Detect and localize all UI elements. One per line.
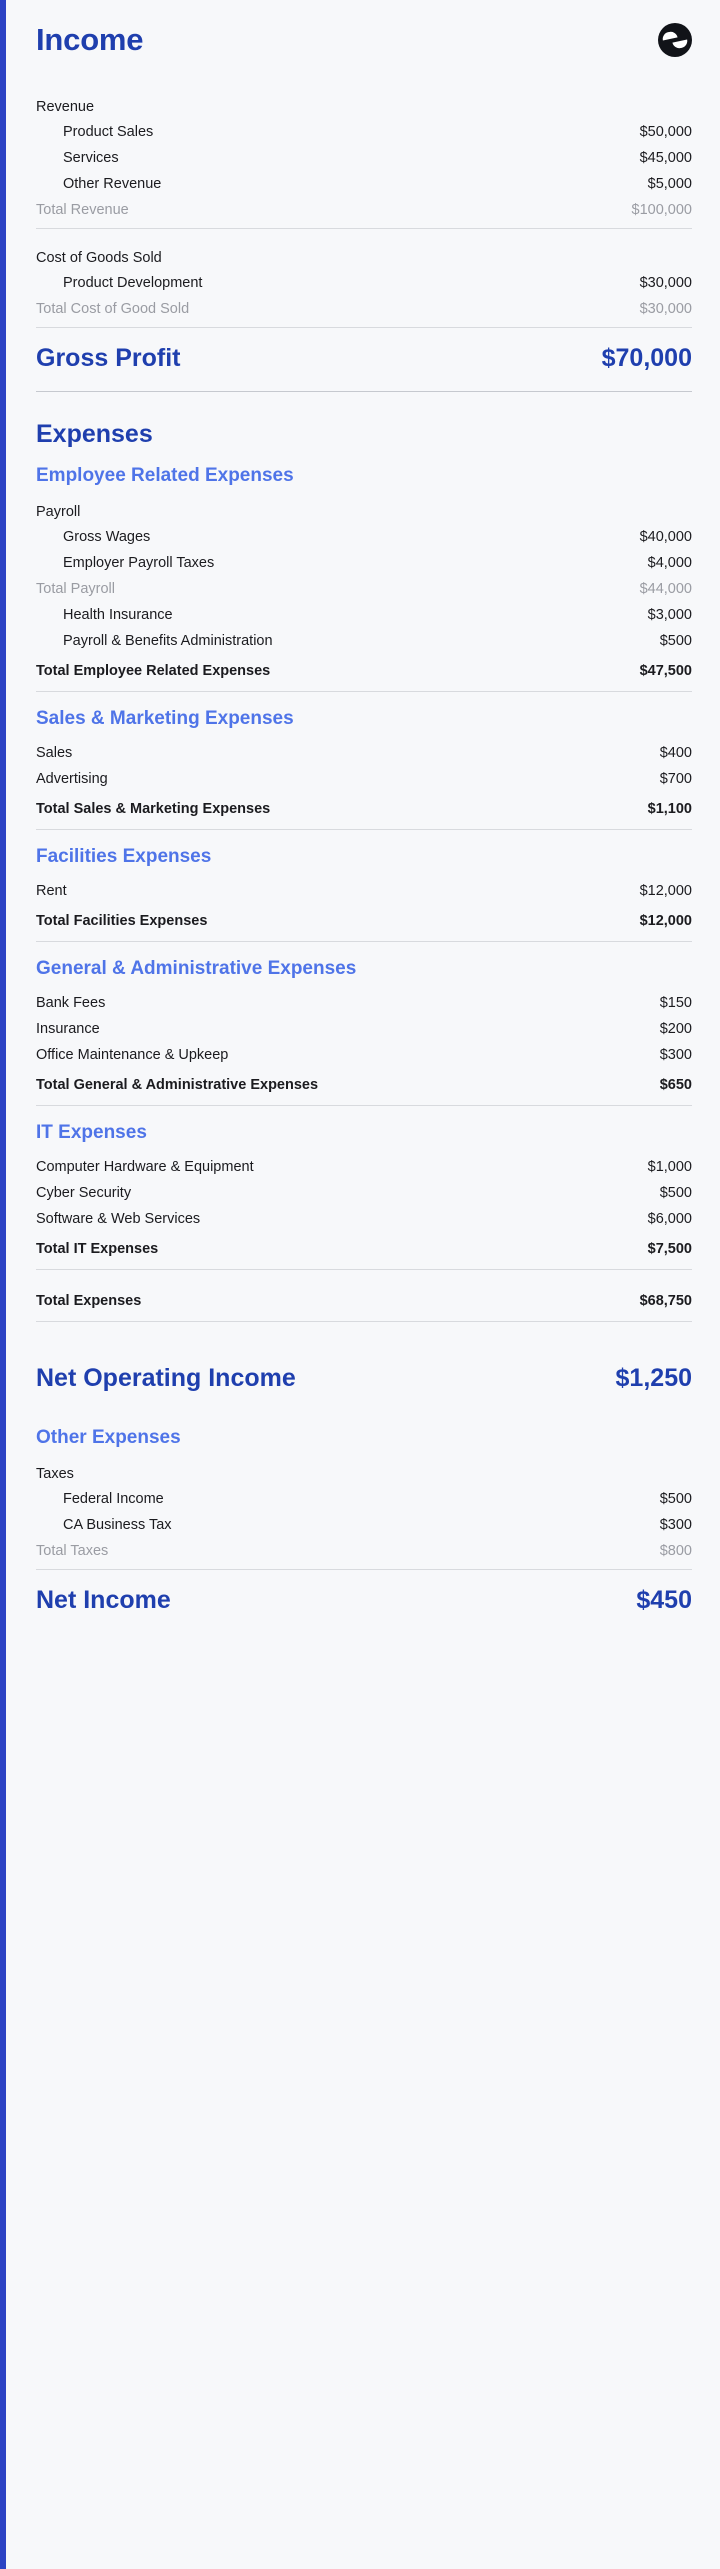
gross-profit-amount: $70,000 (601, 344, 692, 372)
general-admin-expenses-title: General & Administrative Expenses (36, 958, 357, 979)
line-item-amount: $45,000 (639, 150, 692, 166)
divider (36, 391, 692, 392)
total-taxes-amount: $800 (659, 1543, 692, 1559)
line-item-amount: $30,000 (639, 275, 692, 291)
line-item (36, 628, 692, 654)
line-item (36, 1206, 692, 1232)
total-sales-marketing-amount: $1,100 (647, 801, 692, 817)
spacer (36, 229, 692, 243)
document-header (36, 22, 692, 58)
line-item-label: Rent (36, 883, 67, 899)
net-income-label: Net Income (36, 1586, 171, 1614)
line-item-label: Product Development (63, 275, 203, 291)
line-item-amount: $4,000 (647, 555, 692, 571)
line-item (36, 1180, 692, 1206)
revenue-group-header (36, 92, 692, 119)
total-expenses-row (36, 1284, 692, 1321)
net-operating-income-label: Net Operating Income (36, 1364, 296, 1392)
line-item-label: Sales (36, 745, 73, 761)
line-item (36, 766, 692, 792)
line-item (36, 524, 692, 550)
line-item-label: CA Business Tax (63, 1517, 172, 1533)
total-payroll-label: Total Payroll (36, 581, 115, 597)
line-item-amount: $700 (659, 771, 692, 787)
total-payroll-amount: $44,000 (639, 581, 692, 597)
total-it-amount: $7,500 (647, 1241, 692, 1257)
line-item-amount: $500 (659, 1185, 692, 1201)
total-taxes-row (36, 1538, 692, 1570)
facilities-expenses-title: Facilities Expenses (36, 846, 212, 867)
line-item (36, 878, 692, 904)
total-facilities-label: Total Facilities Expenses (36, 913, 208, 929)
line-item (36, 1042, 692, 1068)
line-item-label: Gross Wages (63, 529, 151, 545)
line-item-amount: $150 (659, 995, 692, 1011)
cogs-group-label: Cost of Goods Sold (36, 250, 162, 266)
line-item-label: Cyber Security (36, 1185, 132, 1201)
circle-swoosh-logo-icon (658, 23, 692, 57)
line-item (36, 990, 692, 1016)
employee-expenses-title: Employee Related Expenses (36, 465, 294, 486)
line-item-label: Software & Web Services (36, 1211, 201, 1227)
line-item (36, 1512, 692, 1538)
line-item-amount: $50,000 (639, 124, 692, 140)
line-item-label: Advertising (36, 771, 108, 787)
spacer (36, 1270, 692, 1284)
total-employee-expenses-amount: $47,500 (639, 663, 692, 679)
payroll-group-header (36, 497, 692, 524)
payroll-group-label: Payroll (36, 504, 81, 520)
total-facilities-amount: $12,000 (639, 913, 692, 929)
line-item-amount: $200 (659, 1021, 692, 1037)
divider (36, 1105, 692, 1106)
total-it-label: Total IT Expenses (36, 1241, 159, 1257)
line-item-amount: $6,000 (647, 1211, 692, 1227)
total-cogs-row (36, 296, 692, 328)
net-income-row (36, 1570, 692, 1633)
revenue-group-label: Revenue (36, 99, 95, 115)
total-employee-expenses-row (36, 654, 692, 691)
line-item-amount: $500 (659, 633, 692, 649)
line-item (36, 740, 692, 766)
line-item-amount: $300 (659, 1517, 692, 1533)
total-general-admin-label: Total General & Administrative Expenses (36, 1077, 319, 1093)
total-general-admin-amount: $650 (659, 1077, 692, 1093)
line-item-amount: $400 (659, 745, 692, 761)
total-sales-marketing-row (36, 792, 692, 829)
divider (36, 941, 692, 942)
other-expenses-title: Other Expenses (36, 1427, 181, 1448)
cogs-group-header (36, 243, 692, 270)
line-item-label: Bank Fees (36, 995, 106, 1011)
total-taxes-label: Total Taxes (36, 1543, 109, 1559)
gross-profit-row (36, 328, 692, 391)
divider (36, 829, 692, 830)
line-item-amount: $300 (659, 1047, 692, 1063)
gross-profit-label: Gross Profit (36, 344, 181, 372)
line-item (36, 1486, 692, 1512)
total-revenue-label: Total Revenue (36, 202, 129, 218)
total-payroll-row (36, 576, 692, 602)
total-sales-marketing-label: Total Sales & Marketing Expenses (36, 801, 271, 817)
sales-marketing-expenses-title: Sales & Marketing Expenses (36, 708, 294, 729)
expenses-section-title: Expenses (36, 420, 153, 448)
line-item-label: Payroll & Benefits Administration (63, 633, 273, 649)
divider (36, 691, 692, 692)
page-title: Income (36, 22, 144, 57)
total-cogs-amount: $30,000 (639, 301, 692, 317)
line-item (36, 550, 692, 576)
line-item-label: Federal Income (63, 1491, 164, 1507)
line-item-amount: $12,000 (639, 883, 692, 899)
line-item-label: Computer Hardware & Equipment (36, 1159, 254, 1175)
line-item (36, 1154, 692, 1180)
spacer (36, 1322, 692, 1348)
line-item (36, 602, 692, 628)
total-facilities-row (36, 904, 692, 941)
line-item (36, 171, 692, 197)
line-item-label: Office Maintenance & Upkeep (36, 1047, 229, 1063)
line-item (36, 145, 692, 171)
total-expenses-amount: $68,750 (639, 1293, 692, 1309)
line-item-label: Health Insurance (63, 607, 173, 623)
net-operating-income-row (36, 1348, 692, 1411)
line-item-amount: $1,000 (647, 1159, 692, 1175)
line-item-amount: $500 (659, 1491, 692, 1507)
total-revenue-row (36, 197, 692, 229)
line-item-amount: $5,000 (647, 176, 692, 192)
total-general-admin-row (36, 1068, 692, 1105)
it-expenses-title: IT Expenses (36, 1122, 147, 1143)
line-item-label: Insurance (36, 1021, 100, 1037)
line-item (36, 270, 692, 296)
line-item-amount: $3,000 (647, 607, 692, 623)
line-item (36, 1016, 692, 1042)
total-it-row (36, 1232, 692, 1269)
total-expenses-label: Total Expenses (36, 1293, 142, 1309)
taxes-group-header (36, 1459, 692, 1486)
taxes-group-label: Taxes (36, 1466, 74, 1482)
line-item-label: Product Sales (63, 124, 154, 140)
line-item (36, 119, 692, 145)
line-item-label: Services (63, 150, 119, 166)
net-income-amount: $450 (636, 1586, 692, 1614)
net-operating-income-amount: $1,250 (615, 1364, 692, 1392)
line-item-label: Employer Payroll Taxes (63, 555, 215, 571)
line-item-label: Other Revenue (63, 176, 162, 192)
total-cogs-label: Total Cost of Good Sold (36, 301, 190, 317)
total-employee-expenses-label: Total Employee Related Expenses (36, 663, 271, 679)
total-revenue-amount: $100,000 (631, 202, 692, 218)
line-item-amount: $40,000 (639, 529, 692, 545)
